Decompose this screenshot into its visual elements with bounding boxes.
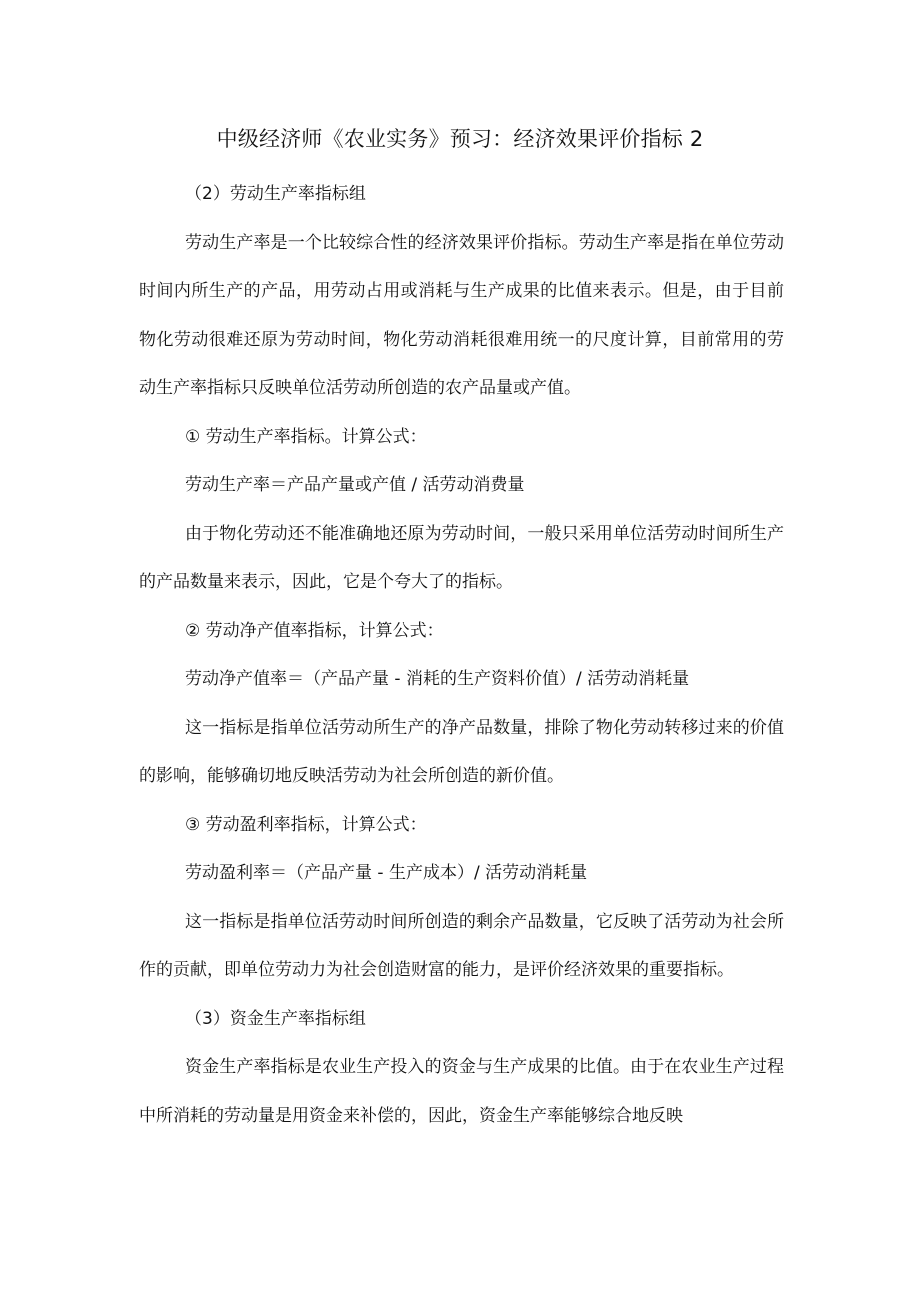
paragraph-labor-productivity-intro: 劳动生产率是一个比较综合性的经济效果评价指标。劳动生产率是指在单位劳动时间内所生产的产品，用劳动占用或消耗与生产成果的比值来表示。但是，由于目前物化劳动很难还原为劳动时间，物化劳动消耗很难用统一的尺度计算，目前常用的劳动生产率指标只反映单位活劳动所创造的农产品量或产值。 bbox=[139, 232, 784, 398]
item-heading-labor-productivity: ① 劳动生产率指标。计算公式： bbox=[185, 426, 427, 447]
formula-net-output-rate: 劳动净产值率＝（产品产量 - 消耗的生产资料价值）/ 活劳动消耗量 bbox=[185, 669, 690, 689]
section-heading-capital-productivity: （3）资金生产率指标组 bbox=[185, 1008, 366, 1029]
paragraph-profit-rate-note: 这一指标是指单位活劳动时间所创造的剩余产品数量，它反映了活劳动为社会所作的贡献，即单位劳动力为社会创造财富的能力，是评价经济效果的重要指标。 bbox=[139, 911, 784, 980]
document-body bbox=[139, 170, 784, 1140]
formula-labor-productivity: 劳动生产率＝产品产量或产值 / 活劳动消费量 bbox=[185, 475, 525, 495]
section-heading-labor-productivity: （2）劳动生产率指标组 bbox=[185, 184, 366, 204]
paragraph-net-output-rate-note: 这一指标是指单位活劳动所生产的净产品数量，排除了物化劳动转移过来的价值的影响，能够确切地反映活劳动为社会所创造的新价值。 bbox=[139, 717, 784, 786]
item-heading-profit-rate: ③ 劳动盈利率指标，计算公式： bbox=[185, 814, 427, 835]
paragraph-labor-productivity-note: 由于物化劳动还不能准确地还原为劳动时间，一般只采用单位活劳动时间所生产的产品数量来表示，因此，它是个夸大了的指标。 bbox=[139, 523, 784, 592]
formula-profit-rate: 劳动盈利率＝（产品产量 - 生产成本）/ 活劳动消耗量 bbox=[185, 863, 588, 883]
document-title: 中级经济师《农业实务》预习：经济效果评价指标 2 bbox=[216, 127, 704, 151]
paragraph-capital-productivity-intro: 资金生产率指标是农业生产投入的资金与生产成果的比值。由于在农业生产过程中所消耗的劳动量是用资金来补偿的，因此，资金生产率能够综合地反映 bbox=[139, 1057, 784, 1126]
item-heading-net-output-rate: ② 劳动净产值率指标，计算公式： bbox=[185, 620, 444, 641]
